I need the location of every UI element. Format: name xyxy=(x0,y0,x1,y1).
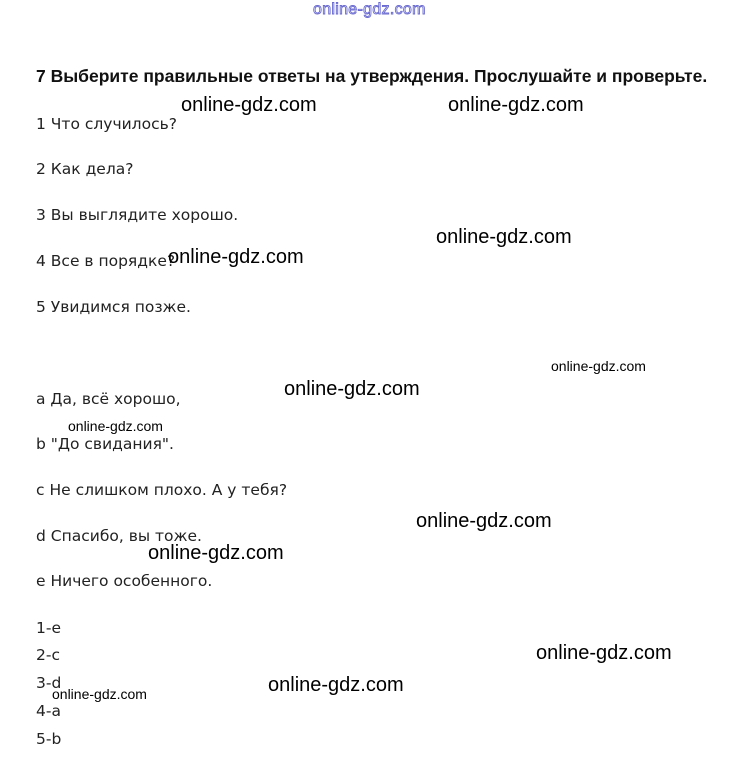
response-d: d Спасибо, вы тоже. xyxy=(36,527,202,545)
question-2: 2 Как дела? xyxy=(36,160,134,178)
question-4: 4 Все в порядке? xyxy=(36,252,176,270)
question-3: 3 Вы выглядите хорошо. xyxy=(36,206,239,224)
watermark: online-gdz.com xyxy=(448,94,584,116)
watermark: online-gdz.com xyxy=(536,642,672,664)
watermark: online-gdz.com xyxy=(68,418,163,434)
response-b: b "До свидания". xyxy=(36,435,174,453)
watermark: online-gdz.com xyxy=(416,510,552,532)
exercise-title: 7 Выберите правильные ответы на утверждения. Прослушайте и проверьте. xyxy=(36,66,708,86)
answer-5: 5-b xyxy=(36,730,62,748)
watermark: online-gdz.com xyxy=(551,358,646,374)
watermark: online-gdz.com xyxy=(268,674,404,696)
header-watermark: online-gdz.com xyxy=(313,1,426,18)
watermark: online-gdz.com xyxy=(436,226,572,248)
question-1: 1 Что случилось? xyxy=(36,115,177,133)
answer-2: 2-c xyxy=(36,646,60,664)
answer-4: 4-a xyxy=(36,702,61,720)
watermark: online-gdz.com xyxy=(168,246,304,268)
question-5: 5 Увидимся позже. xyxy=(36,298,191,316)
watermark: online-gdz.com xyxy=(284,378,420,400)
watermark: online-gdz.com xyxy=(52,686,147,702)
response-e: e Ничего особенного. xyxy=(36,572,213,590)
answer-3: 3-d xyxy=(36,674,62,692)
response-c: c Не слишком плохо. А у тебя? xyxy=(36,481,288,499)
watermark: online-gdz.com xyxy=(181,94,317,116)
response-a: a Да, всё хорошо, xyxy=(36,390,181,408)
answer-1: 1-e xyxy=(36,619,61,637)
watermark: online-gdz.com xyxy=(148,542,284,564)
